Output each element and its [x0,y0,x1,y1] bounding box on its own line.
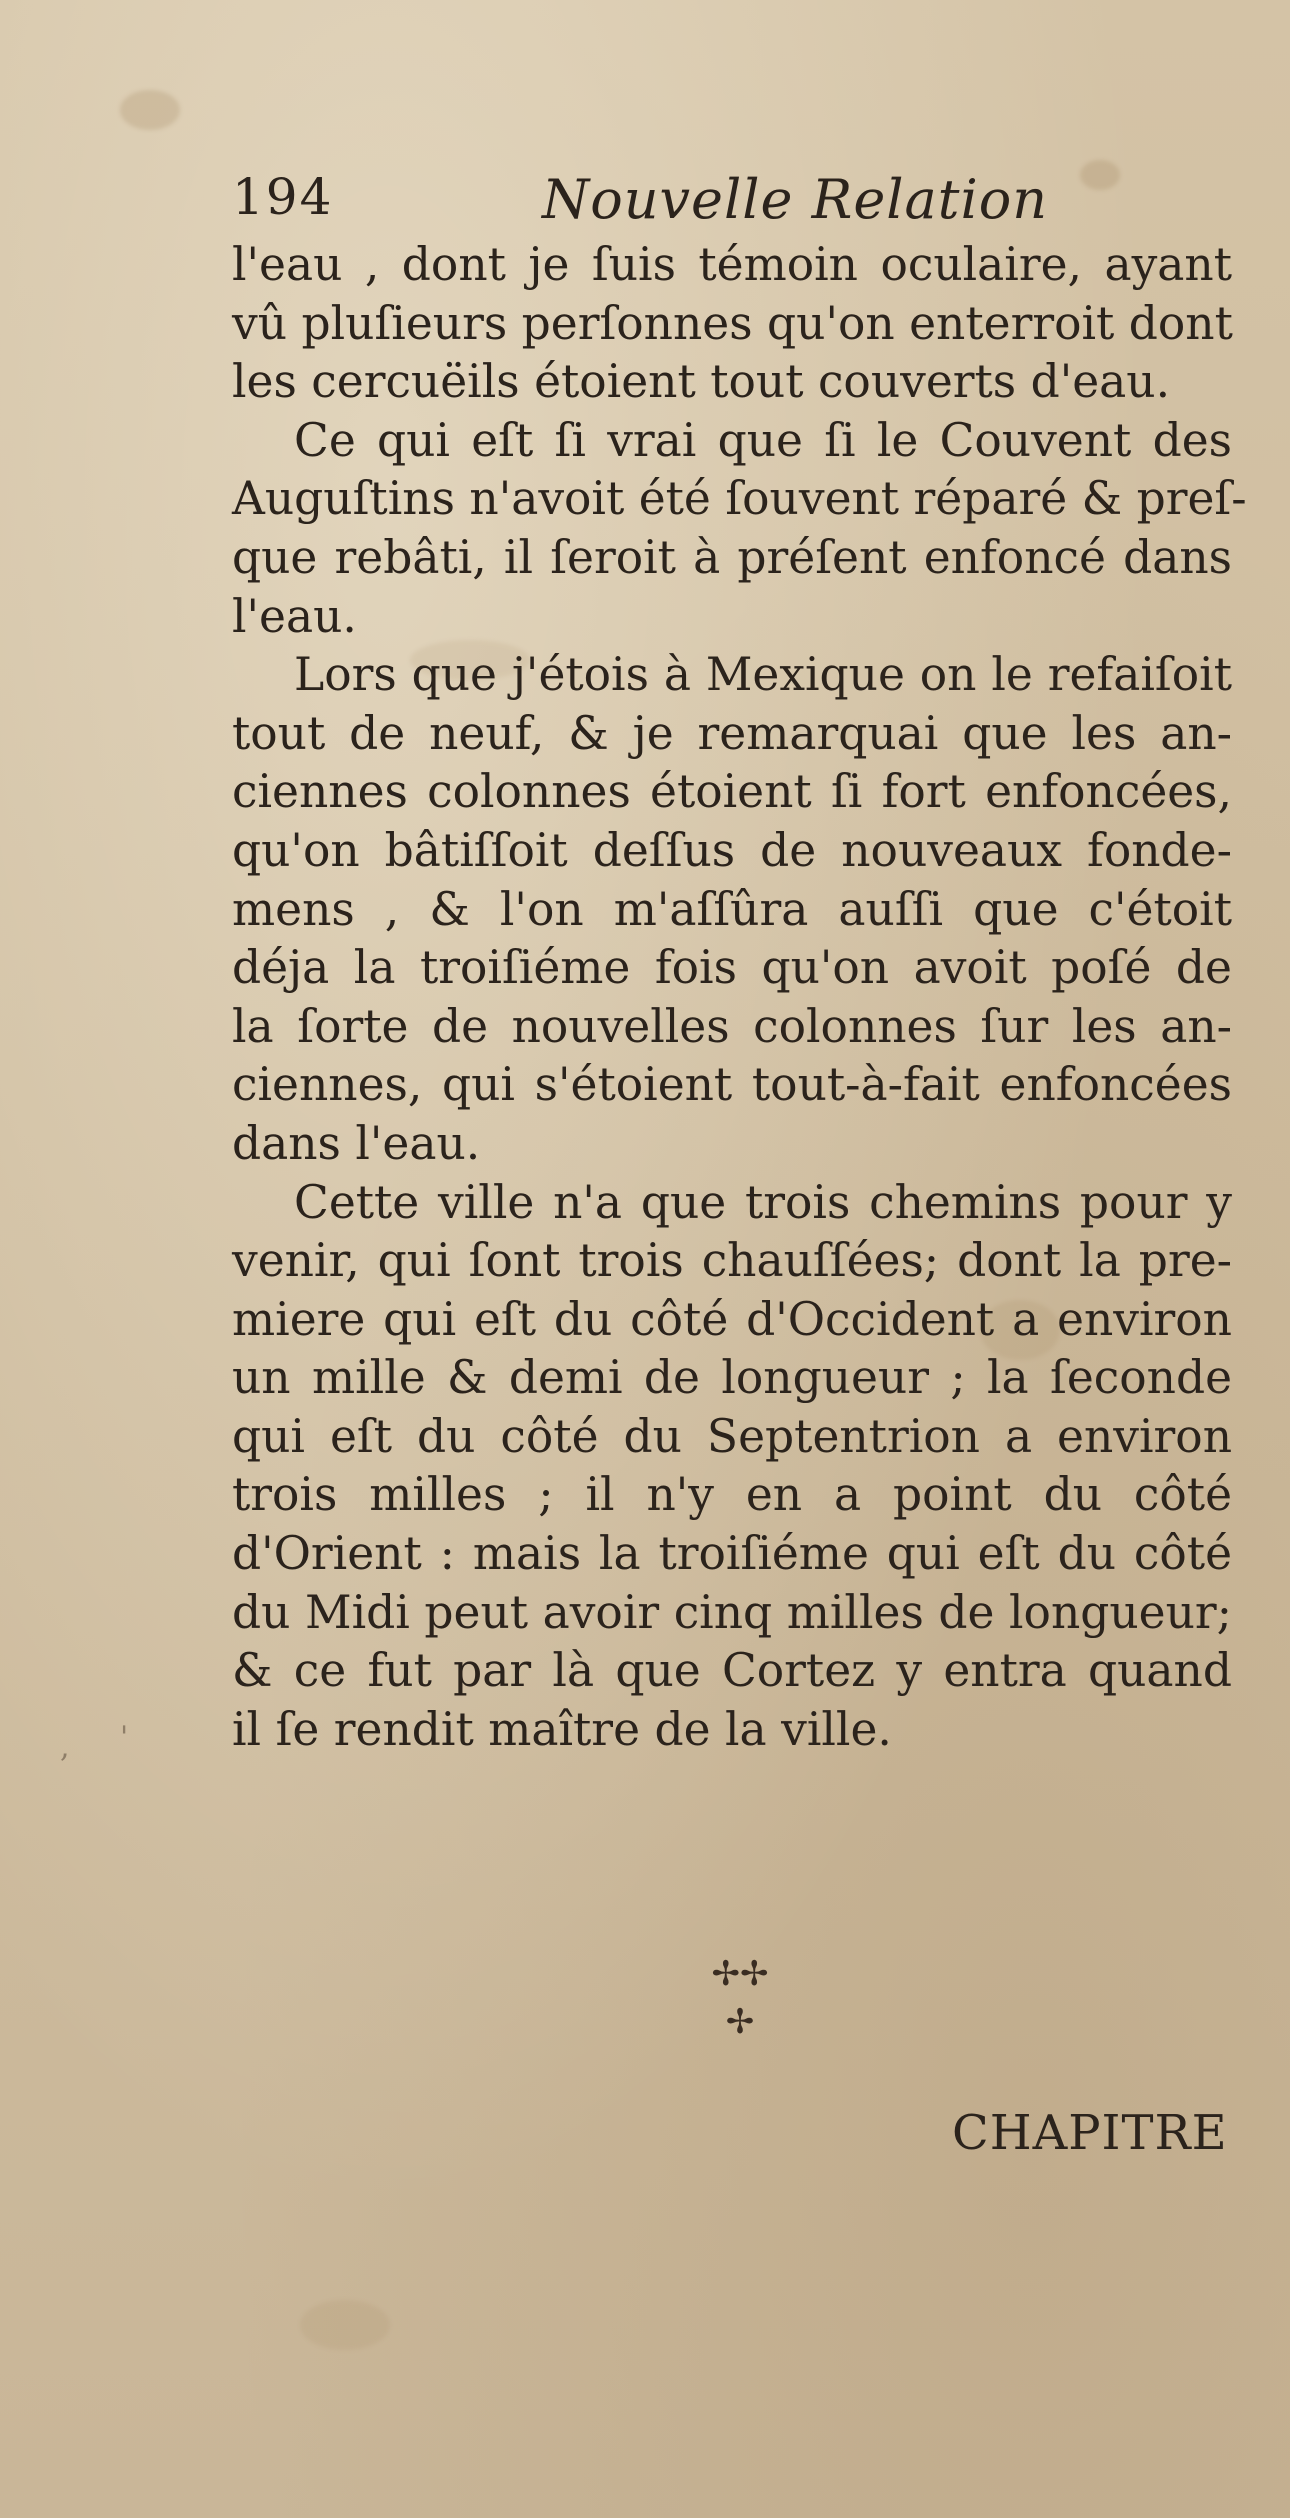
text-line: la ſorte de nouvelles colonnes ſur les an- [232,999,1232,1053]
text-line: un mille & demi de longueur ; la ſeconde [232,1351,1232,1405]
text-line: d'Orient : mais la troiſiéme qui eſt du côté [232,1527,1232,1581]
text-line: les cercuëils étoient tout couverts d'eau. [232,355,1171,409]
text-line: ciennes, qui s'étoient tout-à-fait enfoncées [232,1058,1232,1112]
text-line: mens , & l'on m'aſſûra auſſi que c'étoit [232,882,1232,936]
text-line: du Midi peut avoir cinq milles de longueur; [232,1585,1232,1639]
fleuron-ornament [700,1950,780,2046]
paragraph [232,1174,1232,1760]
paragraph [232,412,1247,646]
text-line: l'eau , dont je ſuis témoin oculaire, ayant [232,238,1232,291]
stray-mark: ' [120,1720,129,1755]
text-line: miere qui eſt du côté d'Occident a environ [232,1292,1232,1346]
text-line: Auguſtins n'avoit été ſouvent réparé & preſ- [232,472,1247,526]
paragraph [232,646,1232,1173]
catchword: CHAPITRE [952,2105,1228,2161]
body-text [232,236,1247,1759]
text-line: trois milles ; il n'y en a point du côté [232,1468,1232,1522]
text-line: déja la troiſiéme fois qu'on avoit poſé de [232,941,1232,995]
paragraph [232,236,1232,412]
text-line: ciennes colonnes étoient ſi fort enfoncées, [232,765,1232,819]
fleuron-top-icon: ✢✢ [711,1954,769,1994]
text-line: Lors que j'étois à Mexique on le refaiſoit [294,648,1232,702]
text-line: que rebâti, il ſeroit à préſent enfoncé dans [232,530,1232,584]
text-line: dans l'eau. [232,1116,481,1170]
text-line: vû pluſieurs perſonnes qu'on enterroit dont [232,296,1233,350]
foxing-spot [120,90,180,130]
running-head [232,168,1232,238]
text-line: tout de neuf, & je remarquai que les an- [232,706,1232,760]
foxing-spot [300,2300,390,2350]
text-line: venir, qui ſont trois chauſſées; dont la pre- [232,1234,1232,1288]
text-line: Ce qui eſt ſi vrai que ſi le Couvent des [294,413,1232,467]
text-line: & ce fut par là que Cortez y entra quand [232,1644,1232,1698]
running-title: Nouvelle Relation [542,168,1049,231]
text-line: il ſe rendit maître de la ville. [232,1702,892,1756]
text-line: qui eſt du côté du Septentrion a environ [232,1409,1232,1463]
fleuron-bottom-icon: ✢ [725,2002,755,2042]
text-line: l'eau. [232,589,357,643]
page-number: 194 [232,168,334,226]
stray-mark: , [60,1730,70,1765]
text-line: Cette ville n'a que trois chemins pour y [294,1175,1232,1229]
text-line: qu'on bâtiſſoit deſſus de nouveaux fonde- [232,823,1232,877]
